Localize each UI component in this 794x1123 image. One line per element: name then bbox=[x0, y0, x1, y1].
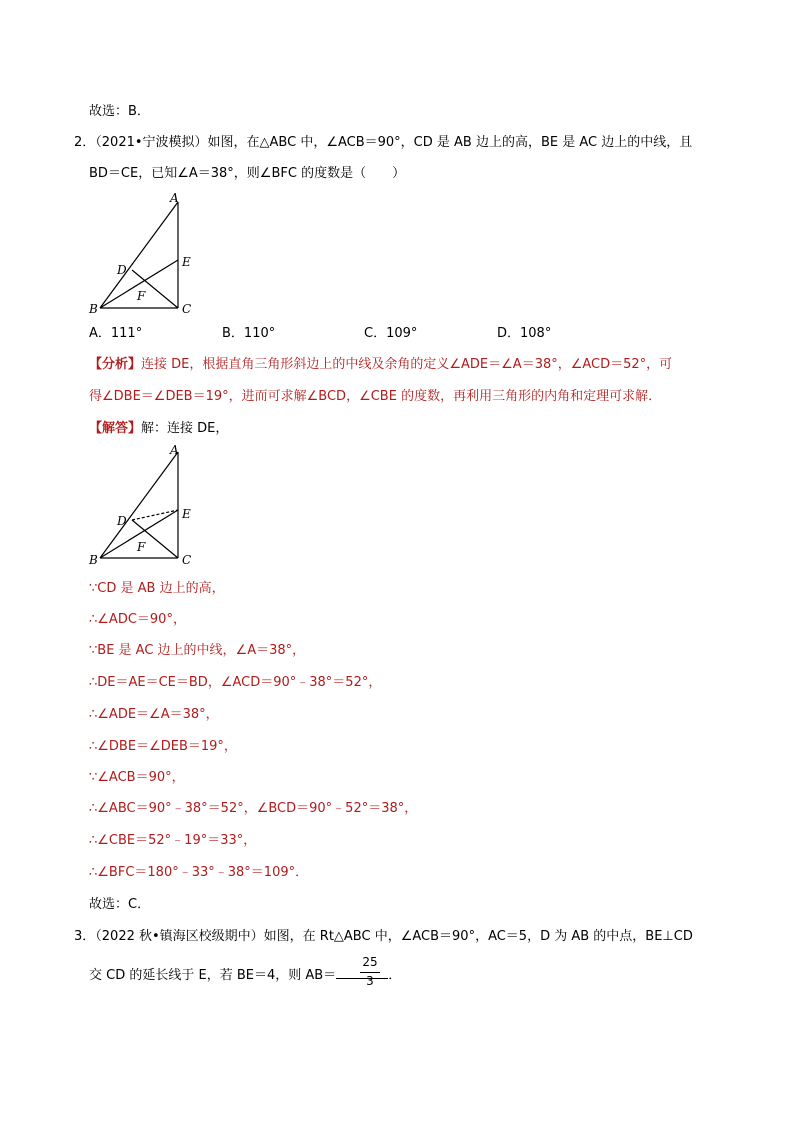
analysis-line-2: 得∠DBE＝∠DEB＝19°，进而可求解∠BCD，∠CBE 的度数，再利用三角形的内角和定理可求解． bbox=[89, 389, 662, 404]
previous-answer-line: 故选：B． bbox=[89, 104, 150, 119]
question-3-end: ． bbox=[388, 968, 402, 983]
label-D-2: D bbox=[117, 514, 127, 528]
label-E-2: E bbox=[182, 507, 191, 521]
step-10: ∴∠BFC＝180°﹣33°﹣38°＝109°． bbox=[89, 865, 309, 880]
label-B-2: B bbox=[89, 553, 98, 567]
question-2-line-1: 2．（2021•宁波模拟）如图，在△ABC 中，∠ACB＝90°，CD 是 AB 边上的高，BE 是 AC 边上的中线，且 bbox=[74, 135, 693, 150]
step-8: ∴∠ABC＝90°﹣38°＝52°，∠BCD＝90°﹣52°＝38°， bbox=[89, 801, 418, 816]
analysis-text-1: 连接 DE，根据直角三角形斜边上的中线及余角的定义∠ADE＝∠A＝38°，∠ACD＝52°，可 bbox=[141, 357, 673, 372]
step-7: ∵∠ACB＝90°， bbox=[89, 770, 185, 785]
answer-tag: 【解答】 bbox=[89, 421, 142, 436]
label-A: A bbox=[170, 191, 179, 205]
fraction-denominator: 3 bbox=[366, 974, 374, 988]
answer-intro: 解：连接 DE， bbox=[141, 421, 229, 436]
question-3-line-2 bbox=[89, 966, 401, 985]
step-4: ∴DE＝AE＝CE＝BD，∠ACD＝90°﹣38°＝52°， bbox=[89, 675, 382, 690]
option-c: C．109° bbox=[364, 326, 418, 341]
step-9: ∴∠CBE＝52°﹣19°＝33°， bbox=[89, 833, 257, 848]
label-F-2: F bbox=[137, 540, 146, 554]
step-3: ∵BE 是 AC 边上的中线，∠A＝38°， bbox=[89, 643, 306, 658]
label-F: F bbox=[137, 289, 146, 303]
fraction-numerator: 25 bbox=[362, 955, 378, 969]
label-C: C bbox=[182, 302, 192, 316]
step-1: ∵CD 是 AB 边上的高， bbox=[89, 581, 225, 596]
question-2-line-2: BD＝CE，已知∠A＝38°，则∠BFC 的度数是（ ） bbox=[89, 166, 406, 181]
label-E: E bbox=[182, 255, 191, 269]
label-C-2: C bbox=[182, 553, 192, 567]
analysis-tag: 【分析】 bbox=[89, 357, 142, 372]
analysis-line-1 bbox=[89, 356, 672, 374]
label-A-2: A bbox=[170, 443, 179, 457]
fraction-bar bbox=[360, 972, 380, 973]
label-D: D bbox=[117, 263, 127, 277]
triangle-figure-1 bbox=[85, 188, 205, 348]
question-3-text: 交 CD 的延长线于 E，若 BE＝4，则 AB＝ bbox=[89, 968, 337, 983]
step-6: ∴∠DBE＝∠DEB＝19°， bbox=[89, 739, 237, 754]
option-d: D．108° bbox=[497, 326, 552, 341]
step-2: ∴∠ADC＝90°， bbox=[89, 612, 186, 627]
answer-line bbox=[89, 420, 228, 438]
label-B: B bbox=[89, 302, 98, 316]
step-5: ∴∠ADE＝∠A＝38°， bbox=[89, 707, 219, 722]
step-11: 故选：C． bbox=[89, 897, 151, 912]
triangle-figure-2 bbox=[85, 440, 205, 570]
option-b: B．110° bbox=[222, 326, 276, 341]
option-a: A．111° bbox=[89, 326, 143, 341]
question-3-line-1: 3．（2022 秋•镇海区校级期中）如图，在 Rt△ABC 中，∠ACB＝90°，AC＝5，D 为 AB 的中点，BE⊥CD bbox=[74, 929, 693, 944]
